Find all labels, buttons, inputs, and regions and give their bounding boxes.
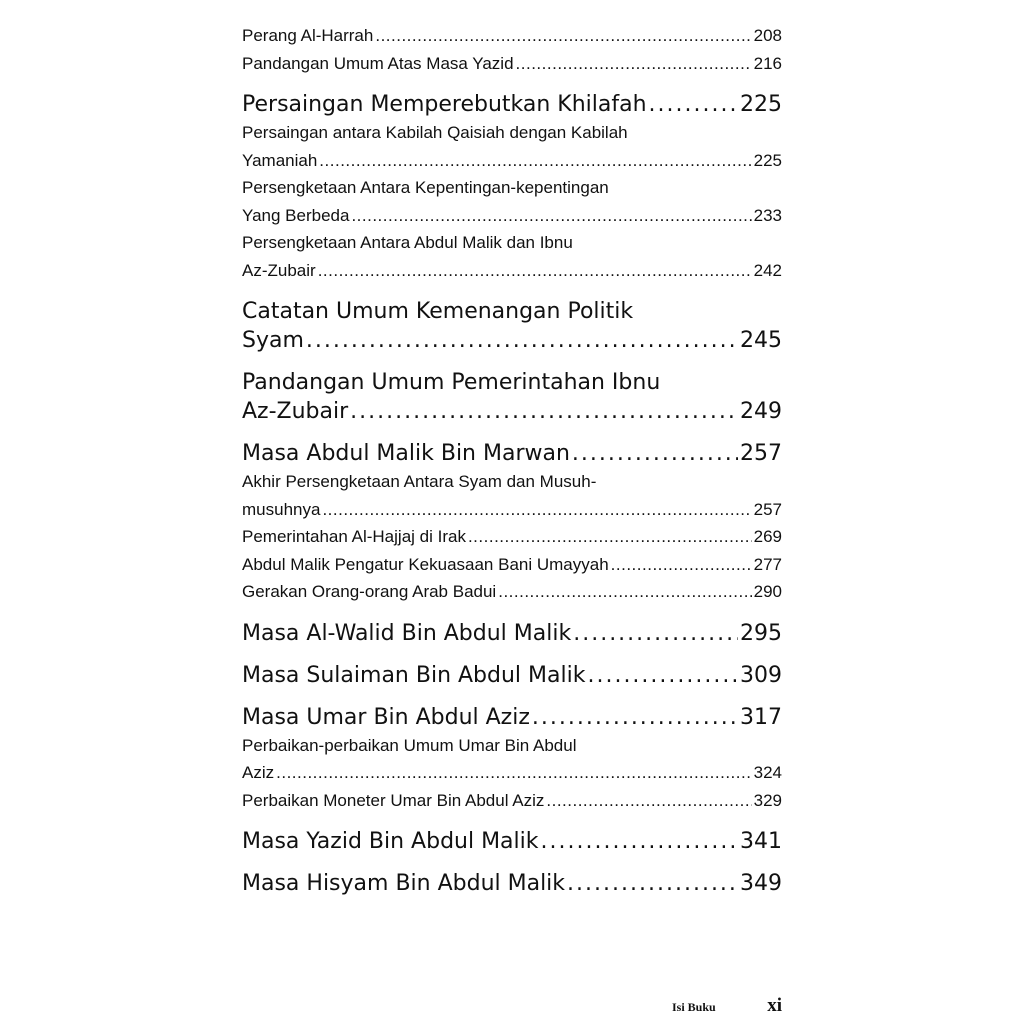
toc-section-entry[interactable] <box>242 50 782 78</box>
toc-entry-title: Yang Berbeda <box>242 205 350 225</box>
toc-entry-title: Persengketaan Antara Abdul Malik dan Ibnu <box>242 233 573 252</box>
toc-page-number: 341 <box>740 829 782 854</box>
toc-chapter-entry[interactable] <box>242 368 782 426</box>
dot-leader <box>567 869 738 898</box>
dot-leader <box>468 523 752 551</box>
dot-leader <box>541 827 738 856</box>
dot-leader <box>498 578 751 606</box>
toc-entry-title: Masa Al-Walid Bin Abdul Malik <box>242 620 572 646</box>
toc-page-number: 309 <box>740 662 782 688</box>
dot-leader <box>572 439 738 468</box>
dot-leader <box>532 703 738 732</box>
toc-entry-title: Masa Hisyam Bin Abdul Malik <box>242 871 566 896</box>
footer-title: Isi Buku <box>672 1000 716 1014</box>
dot-leader <box>611 551 752 579</box>
toc-page-number: 257 <box>740 441 782 466</box>
toc-page-number: 269 <box>753 527 782 546</box>
toc-section-entry[interactable] <box>242 523 782 551</box>
dot-leader <box>322 496 751 524</box>
toc-section-entry[interactable] <box>242 732 782 787</box>
toc-entry-title: Catatan Umum Kemenangan Politik <box>242 299 634 324</box>
table-of-contents <box>242 22 782 898</box>
toc-chapter-entry[interactable] <box>242 703 782 732</box>
toc-entry-title: Persengketaan Antara Kepentingan-kepentingan <box>242 178 609 197</box>
toc-page-number: 225 <box>740 92 782 117</box>
toc-chapter-entry[interactable] <box>242 661 782 690</box>
dot-leader <box>546 787 751 815</box>
dot-leader <box>375 22 751 50</box>
toc-entry-title: Az-Zubair <box>242 260 316 280</box>
toc-page-number: 242 <box>753 260 782 280</box>
toc-section-entry[interactable] <box>242 229 782 284</box>
toc-page-number: 245 <box>740 328 782 353</box>
toc-section-entry[interactable] <box>242 22 782 50</box>
page-number: xi <box>767 995 782 1016</box>
dot-leader <box>318 257 752 285</box>
toc-entry-title: Aziz <box>242 763 275 782</box>
toc-section-entry[interactable] <box>242 578 782 606</box>
toc-page-number: 249 <box>740 399 782 424</box>
toc-chapter-entry[interactable] <box>242 827 782 856</box>
toc-page-number: 257 <box>753 499 782 519</box>
dot-leader <box>587 661 738 690</box>
toc-section-entry[interactable] <box>242 468 782 523</box>
toc-section-entry[interactable] <box>242 119 782 174</box>
toc-entry-title: Pemerintahan Al-Hajjaj di Irak <box>242 527 466 546</box>
toc-chapter-entry[interactable] <box>242 90 782 119</box>
toc-entry-title: Persaingan antara Kabilah Qaisiah dengan Kabilah <box>242 123 628 142</box>
toc-page-number: 317 <box>740 704 782 730</box>
toc-entry-title: Masa Abdul Malik Bin Marwan <box>242 441 570 466</box>
toc-chapter-entry[interactable] <box>242 439 782 468</box>
toc-entry-title: Yamaniah <box>242 150 318 170</box>
toc-page-number: 277 <box>753 554 782 574</box>
toc-page-number: 290 <box>753 582 782 601</box>
dot-leader <box>573 619 738 648</box>
toc-page-number: 216 <box>753 53 782 73</box>
dot-leader <box>276 759 752 787</box>
toc-page-number: 349 <box>740 871 782 896</box>
dot-leader <box>516 50 752 78</box>
toc-chapter-entry[interactable] <box>242 297 782 355</box>
dot-leader <box>649 90 738 119</box>
toc-entry-title: Abdul Malik Pengatur Kekuasaan Bani Umayyah <box>242 554 609 574</box>
toc-entry-title: Perbaikan-perbaikan Umum Umar Bin Abdul <box>242 735 577 755</box>
dot-leader <box>351 202 751 230</box>
toc-page-number: 208 <box>753 26 782 45</box>
toc-section-entry[interactable] <box>242 551 782 579</box>
toc-page-number: 233 <box>753 205 782 225</box>
toc-entry-title: Masa Sulaiman Bin Abdul Malik <box>242 662 586 688</box>
toc-entry-title: musuhnya <box>242 499 321 519</box>
toc-section-entry[interactable] <box>242 787 782 815</box>
toc-page-number: 329 <box>753 790 782 810</box>
page-footer <box>672 995 782 1017</box>
toc-chapter-entry[interactable] <box>242 619 782 648</box>
toc-entry-title: Pandangan Umum Atas Masa Yazid <box>242 53 514 73</box>
toc-entry-title: Masa Umar Bin Abdul Aziz <box>242 704 530 730</box>
toc-entry-title: Az-Zubair <box>242 399 349 424</box>
toc-entry-title: Masa Yazid Bin Abdul Malik <box>242 829 539 854</box>
dot-leader <box>350 397 738 426</box>
toc-page-number: 324 <box>753 763 782 782</box>
toc-entry-title: Pandangan Umum Pemerintahan Ibnu <box>242 370 661 395</box>
toc-entry-title: Perbaikan Moneter Umar Bin Abdul Aziz <box>242 790 545 810</box>
dot-leader <box>306 326 738 355</box>
toc-entry-title: Syam <box>242 328 304 353</box>
toc-entry-title: Perang Al-Harrah <box>242 26 374 45</box>
toc-entry-title: Persaingan Memperebutkan Khilafah <box>242 92 647 117</box>
toc-page-number: 225 <box>753 150 782 170</box>
toc-chapter-entry[interactable] <box>242 869 782 898</box>
dot-leader <box>319 147 751 175</box>
toc-entry-title: Akhir Persengketaan Antara Syam dan Musuh- <box>242 472 597 491</box>
toc-page-number: 295 <box>740 620 782 646</box>
toc-entry-title: Gerakan Orang-orang Arab Badui <box>242 582 497 601</box>
toc-section-entry[interactable] <box>242 174 782 229</box>
